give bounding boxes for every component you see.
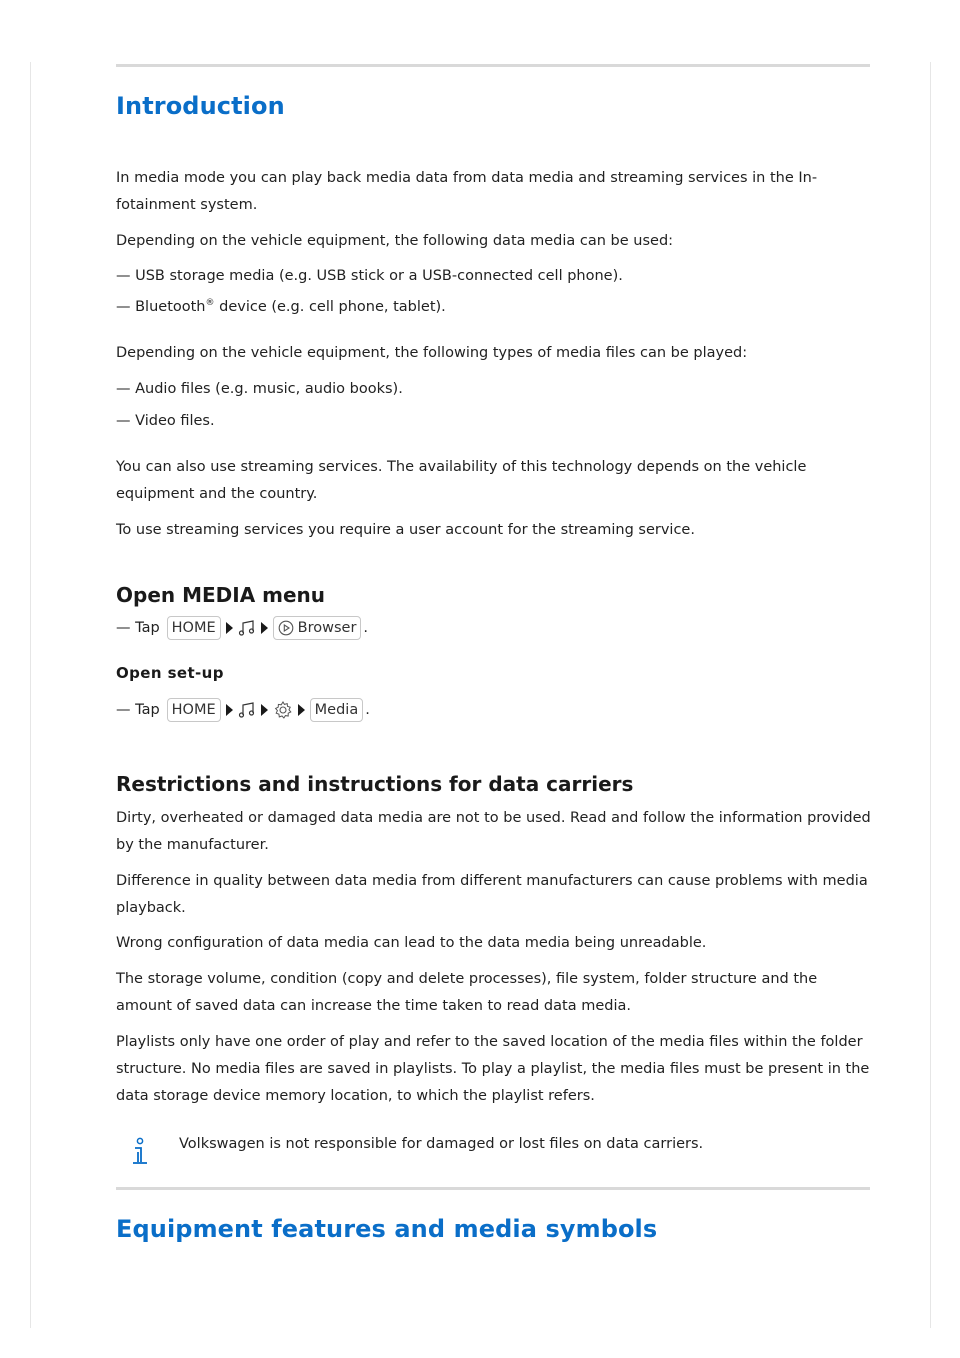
- triangle-right-icon: [261, 704, 268, 716]
- tap-text: — Tap: [116, 620, 160, 636]
- bullet-usb: — USB storage media (e.g. USB stick or a USB-connected cell phone).: [116, 268, 623, 284]
- home-button[interactable]: HOME: [167, 616, 221, 640]
- intro-paragraph-1: In media mode you can play back media data from data media and streaming services in the In-fotainment system.: [116, 170, 818, 213]
- play-circle-icon: [278, 620, 294, 636]
- page-margin-line-left: [30, 62, 31, 1328]
- triangle-right-icon: [298, 704, 305, 716]
- bullet-video: — Video files.: [116, 413, 215, 429]
- triangle-right-icon: [261, 622, 268, 634]
- open-setup-heading: Open set-up: [116, 664, 224, 682]
- triangle-right-icon: [226, 622, 233, 634]
- home-button[interactable]: HOME: [167, 698, 221, 722]
- sentence-end: .: [365, 702, 370, 718]
- open-setup-instruction: [116, 698, 370, 722]
- browser-button[interactable]: [273, 616, 362, 640]
- music-note-icon: [238, 620, 256, 636]
- top-divider: [116, 64, 870, 67]
- note-text: Volkswagen is not responsible for damaged or lost files on data carriers.: [179, 1136, 704, 1152]
- intro-paragraph-5: To use streaming services you require a user account for the streaming service.: [116, 522, 695, 538]
- gear-icon[interactable]: [273, 700, 293, 720]
- tap-text: — Tap: [116, 702, 160, 718]
- music-note-icon: [238, 702, 256, 718]
- restrictions-paragraph-5: Playlists only have one order of play and refer to the saved location of the media files within the folder structure. No media files are saved in playlists. To play a playlist, the media files must be present in the data storage device memory location, to which the playlist refers.: [116, 1034, 870, 1104]
- restrictions-paragraph-4: The storage volume, condition (copy and delete processes), file system, folder structure and the amount of saved data can increase the time taken to read data media.: [116, 971, 818, 1014]
- restrictions-paragraph-2: Difference in quality between data media from different manufacturers can cause problems with media playback.: [116, 873, 868, 916]
- restrictions-paragraph-1: Dirty, overheated or damaged data media are not to be used. Read and follow the information provided by the manufacturer.: [116, 810, 871, 853]
- triangle-right-icon: [226, 704, 233, 716]
- bullet-bluetooth: — Bluetooth® device (e.g. cell phone, tablet).: [116, 298, 446, 315]
- intro-paragraph-4: You can also use streaming services. The availability of this technology depends on the vehicle equipment and the country.: [116, 459, 807, 502]
- media-button[interactable]: Media: [310, 698, 364, 722]
- bullet-audio: — Audio files (e.g. music, audio books).: [116, 381, 403, 397]
- sentence-end: .: [363, 620, 369, 636]
- restrictions-heading: Restrictions and instructions for data carriers: [116, 772, 634, 796]
- info-icon: [130, 1137, 150, 1171]
- intro-paragraph-3: Depending on the vehicle equipment, the following types of media files can be played:: [116, 345, 748, 361]
- intro-paragraph-2: Depending on the vehicle equipment, the following data media can be used:: [116, 233, 674, 249]
- browser-label: Browser: [297, 620, 357, 636]
- page-margin-line-right: [930, 62, 931, 1328]
- open-media-instruction: [116, 616, 368, 640]
- introduction-heading: Introduction: [116, 92, 285, 120]
- restrictions-paragraph-3: Wrong configuration of data media can lead to the data media being unreadable.: [116, 935, 707, 951]
- section-divider: [116, 1187, 870, 1190]
- equipment-heading: Equipment features and media symbols: [116, 1215, 658, 1243]
- open-media-heading: Open MEDIA menu: [116, 583, 326, 607]
